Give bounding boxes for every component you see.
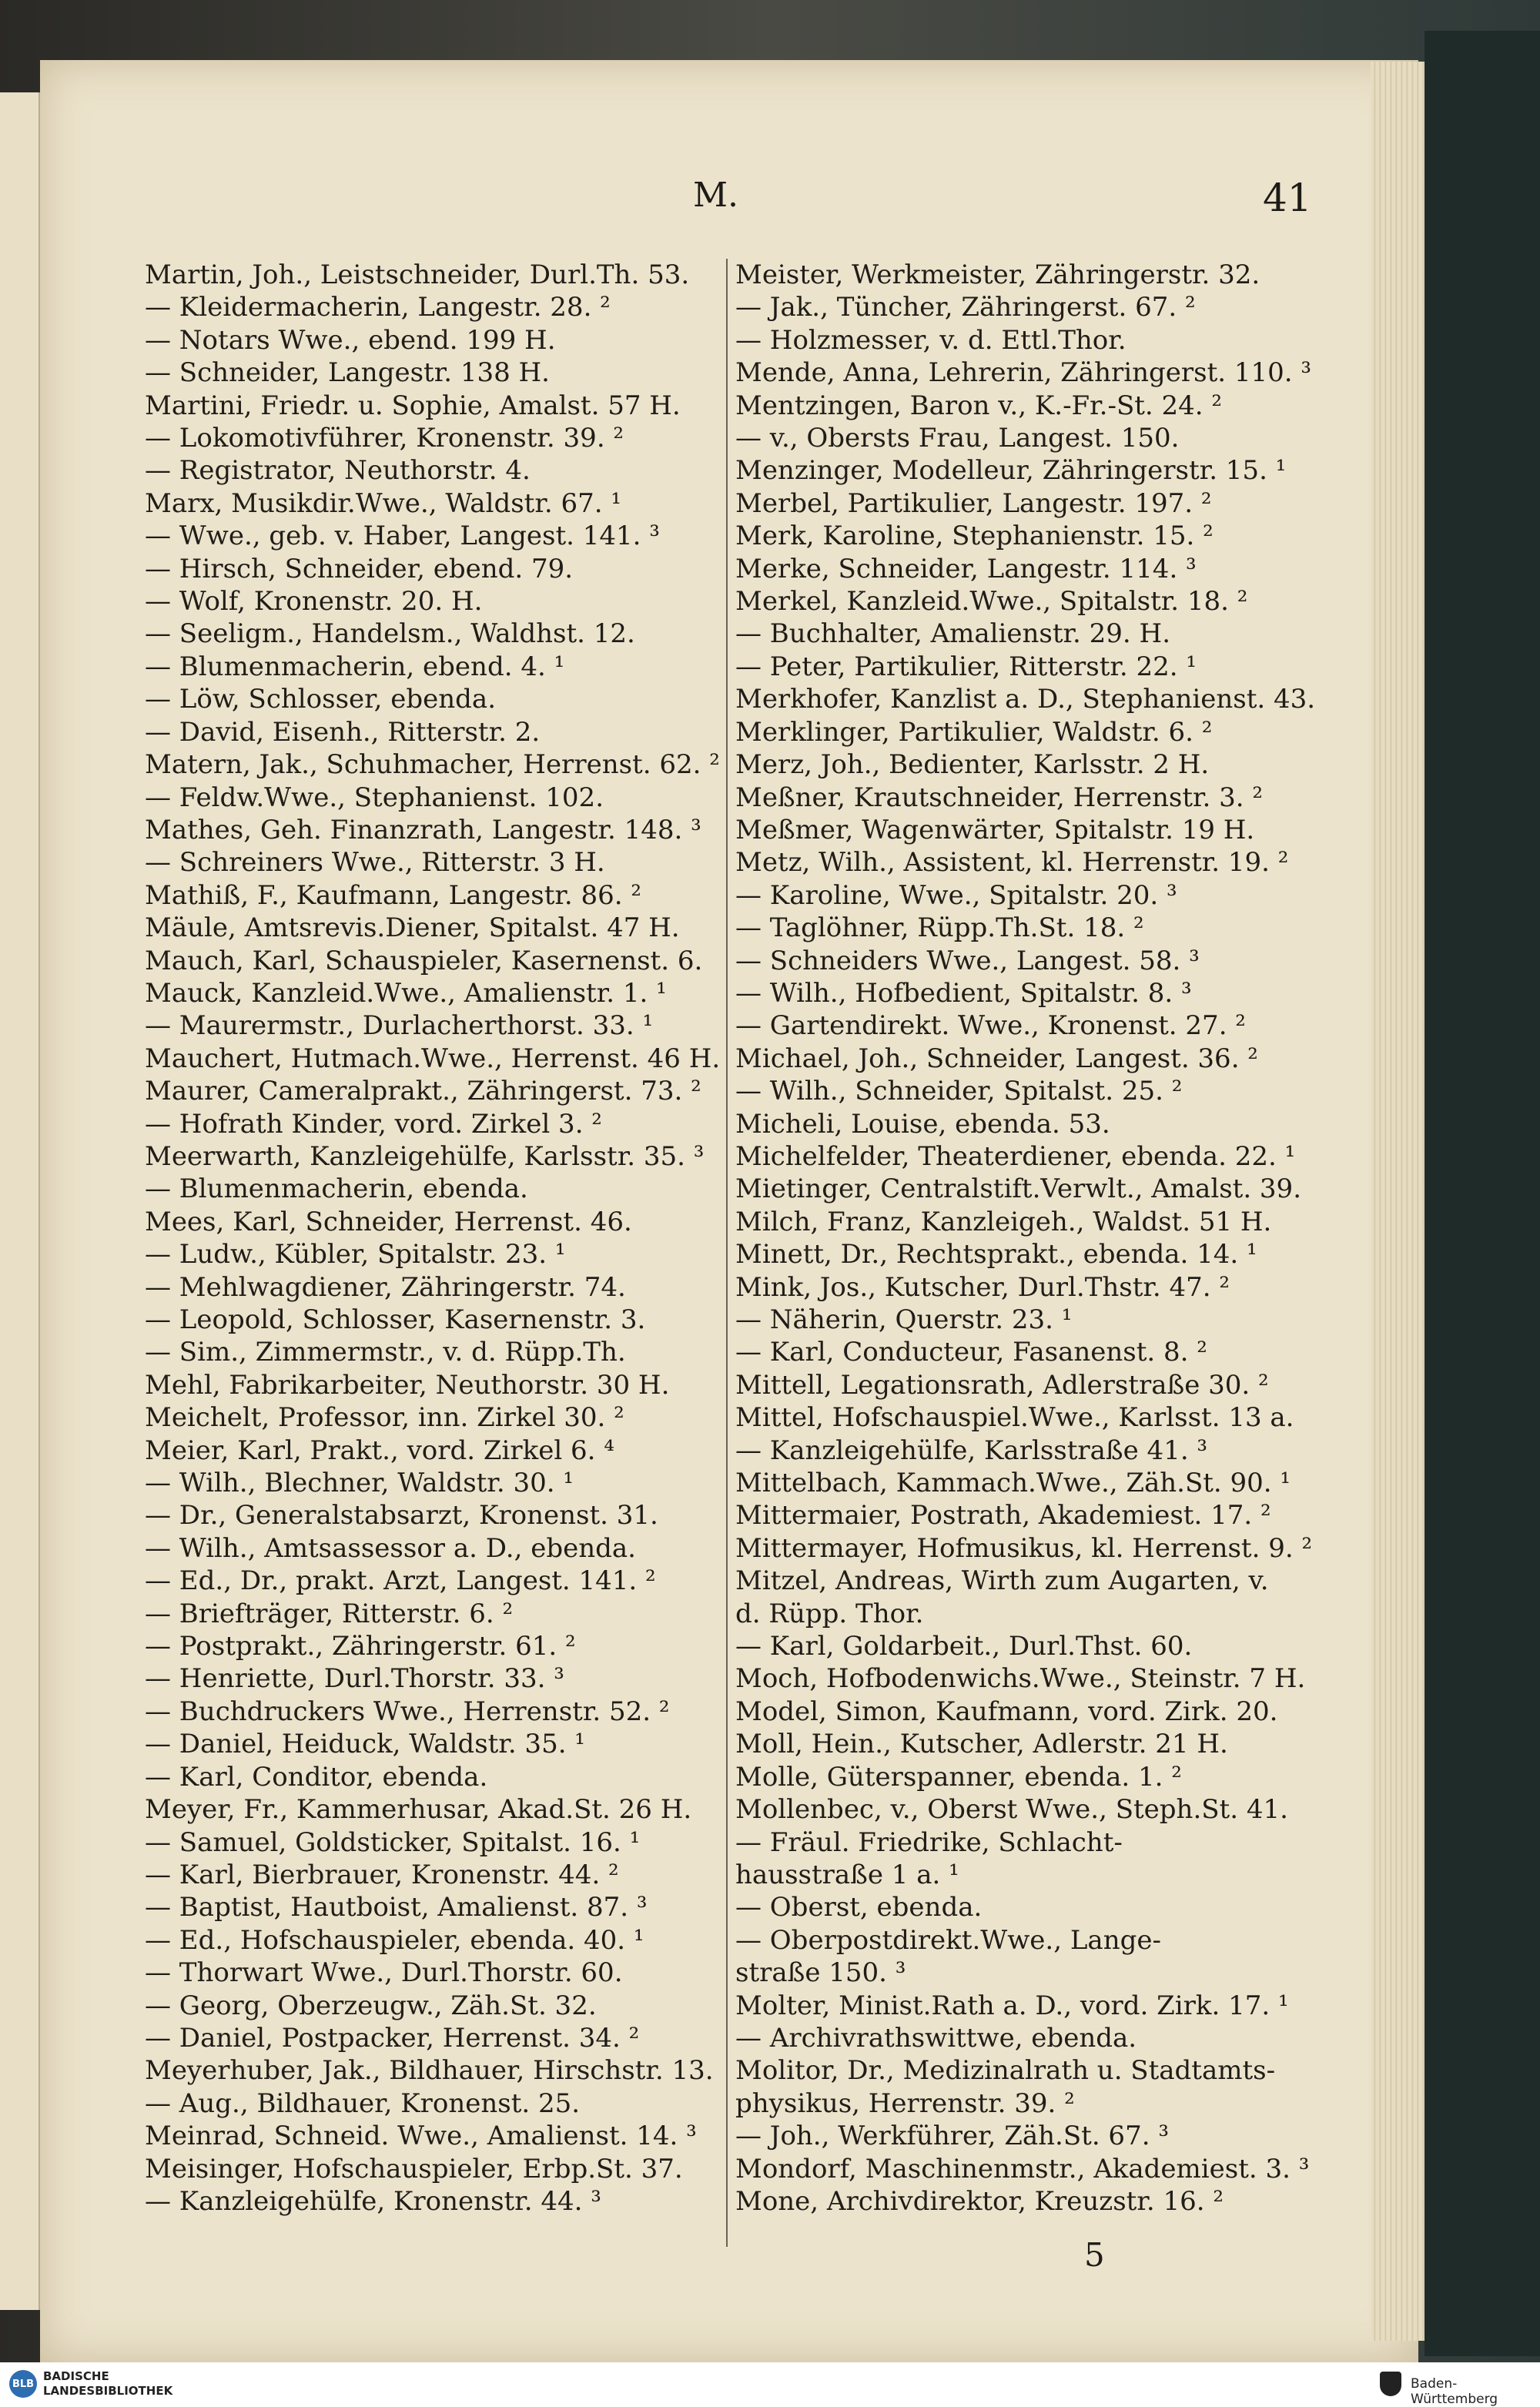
- directory-entry: Matern, Jak., Schuhmacher, Herrenst. 62. ²: [145, 749, 720, 781]
- directory-entry: — Wolf, Kronenstr. 20. H.: [145, 586, 483, 618]
- directory-entry: — Karl, Bierbrauer, Kronenstr. 44. ²: [145, 1859, 619, 1890]
- right-column-entries: [735, 259, 1321, 2218]
- running-header-letter: M.: [693, 176, 739, 215]
- page-stack-edge: [1371, 62, 1424, 2341]
- directory-entry: Meßner, Krautschneider, Herrenstr. 3. ²: [735, 782, 1263, 813]
- directory-entry: — Briefträger, Ritterstr. 6. ²: [145, 1598, 514, 1629]
- directory-entry: Menzinger, Modelleur, Zähringerstr. 15. ¹: [735, 455, 1287, 487]
- directory-entry: Mäule, Amtsrevis.Diener, Spitalst. 47 H.: [145, 912, 680, 944]
- directory-entry: — Archivrathswittwe, ebenda.: [735, 2022, 1137, 2054]
- book-cover-cloth: [1424, 31, 1540, 2356]
- directory-entry: — Wilh., Amtsassessor a. D., ebenda.: [145, 1532, 636, 1564]
- directory-entry: Mondorf, Maschinenmstr., Akademiest. 3. ³: [735, 2153, 1310, 2184]
- directory-entry: Michelfelder, Theaterdiener, ebenda. 22. ¹: [735, 1140, 1296, 1172]
- directory-entry: Maurer, Cameralprakt., Zähringerst. 73. ²: [145, 1076, 701, 1107]
- directory-entry: — Thorwart Wwe., Durl.Thorstr. 60.: [145, 1957, 623, 1989]
- directory-entry: — Wilh., Schneider, Spitalst. 25. ²: [735, 1076, 1183, 1107]
- directory-entry: — Buchhalter, Amalienstr. 29. H.: [735, 618, 1171, 650]
- directory-entry: Mehl, Fabrikarbeiter, Neuthorstr. 30 H.: [145, 1369, 670, 1401]
- directory-entry: — Peter, Partikulier, Ritterstr. 22. ¹: [735, 651, 1197, 682]
- directory-entry: Mauck, Kanzleid.Wwe., Amalienstr. 1. ¹: [145, 977, 667, 1009]
- directory-entry: — Fräul. Friedrike, Schlacht-: [735, 1826, 1123, 1858]
- directory-entry: Meinrad, Schneid. Wwe., Amalienst. 14. ³: [145, 2121, 697, 2152]
- directory-entry: Merkel, Kanzleid.Wwe., Spitalstr. 18. ²: [735, 586, 1248, 618]
- directory-entry: Merklinger, Partikulier, Waldstr. 6. ²: [735, 716, 1213, 748]
- library-name: [43, 2369, 172, 2399]
- directory-entry: — Hirsch, Schneider, ebend. 79.: [145, 553, 574, 584]
- directory-entry: Merbel, Partikulier, Langestr. 197. ²: [735, 487, 1212, 519]
- library-name-line2: LANDESBIBLIOTHEK: [43, 2384, 173, 2398]
- directory-entry: Mees, Karl, Schneider, Herrenst. 46.: [145, 1206, 632, 1237]
- directory-entry: — Taglöhner, Rüpp.Th.St. 18. ²: [735, 912, 1144, 944]
- directory-entry: Meier, Karl, Prakt., vord. Zirkel 6. ⁴: [145, 1434, 614, 1466]
- directory-entry: Molter, Minist.Rath a. D., vord. Zirk. 17. ¹: [735, 1990, 1289, 2021]
- directory-entry: — David, Eisenh., Ritterstr. 2.: [145, 716, 541, 748]
- directory-entry: — Löw, Schlosser, ebenda.: [145, 684, 497, 715]
- directory-entry: — Henriette, Durl.Thorstr. 33. ³: [145, 1663, 564, 1695]
- directory-entry: — Kleidermacherin, Langestr. 28. ²: [145, 292, 611, 323]
- state-name: Baden-Württemberg: [1411, 2376, 1498, 2407]
- blb-logo-icon: BLB: [9, 2370, 37, 2398]
- directory-entry: Mathes, Geh. Finanzrath, Langestr. 148. ³: [145, 814, 701, 845]
- directory-entry: Moch, Hofbodenwichs.Wwe., Steinstr. 7 H.: [735, 1663, 1306, 1695]
- directory-entry: — Oberst, ebenda.: [735, 1892, 983, 1923]
- directory-entry: — Kanzleigehülfe, Kronenstr. 44. ³: [145, 2185, 601, 2217]
- directory-entry: — Buchdruckers Wwe., Herrenstr. 52. ²: [145, 1696, 670, 1727]
- directory-entry: Mietinger, Centralstift.Verwlt., Amalst. 39.: [735, 1173, 1302, 1205]
- directory-entry: — Blumenmacherin, ebenda.: [145, 1173, 528, 1205]
- directory-entry: Martin, Joh., Leistschneider, Durl.Th. 53.: [145, 259, 690, 290]
- signature-mark: 5: [1084, 2236, 1105, 2274]
- directory-entry: Mende, Anna, Lehrerin, Zähringerst. 110. ³: [735, 357, 1311, 389]
- directory-entry: — Daniel, Heiduck, Waldstr. 35. ¹: [145, 1729, 585, 1760]
- directory-entry: Meichelt, Professor, inn. Zirkel 30. ²: [145, 1402, 624, 1434]
- directory-entry: — Baptist, Hautboist, Amalienst. 87. ³: [145, 1892, 648, 1923]
- directory-entry: — Daniel, Postpacker, Herrenst. 34. ²: [145, 2022, 640, 2054]
- footer-bar: [0, 2362, 1540, 2407]
- directory-entry: Mitzel, Andreas, Wirth zum Augarten, v.: [735, 1565, 1269, 1597]
- directory-entry: Merkhofer, Kanzlist a. D., Stephanienst. 43.: [735, 684, 1316, 715]
- directory-entry: — Ed., Dr., prakt. Arzt, Langest. 141. ²: [145, 1565, 656, 1597]
- directory-entry: Meyerhuber, Jak., Bildhauer, Hirschstr. 13.: [145, 2055, 714, 2087]
- directory-entry: — Schneiders Wwe., Langest. 58. ³: [735, 945, 1200, 976]
- directory-entry: — Dr., Generalstabsarzt, Kronenst. 31.: [145, 1500, 658, 1532]
- directory-entry: — Karl, Conditor, ebenda.: [145, 1761, 488, 1793]
- directory-entry: Mathiß, F., Kaufmann, Langestr. 86. ²: [145, 879, 642, 911]
- directory-entry: — Hofrath Kinder, vord. Zirkel 3. ²: [145, 1108, 602, 1140]
- directory-entry: Mone, Archivdirektor, Kreuzstr. 16. ²: [735, 2185, 1224, 2217]
- directory-entry: Merke, Schneider, Langestr. 114. ³: [735, 553, 1197, 584]
- directory-entry: Michael, Joh., Schneider, Langest. 36. ²: [735, 1043, 1258, 1074]
- directory-entry: Moll, Hein., Kutscher, Adlerstr. 21 H.: [735, 1729, 1228, 1760]
- directory-entry: Meßmer, Wagenwärter, Spitalstr. 19 H.: [735, 814, 1255, 845]
- directory-entry: Mauchert, Hutmach.Wwe., Herrenst. 46 H.: [145, 1043, 721, 1074]
- directory-entry: hausstraße 1 a. ¹: [735, 1859, 959, 1890]
- directory-entry: — Georg, Oberzeugw., Zäh.St. 32.: [145, 1990, 597, 2021]
- directory-entry: — Joh., Werkführer, Zäh.St. 67. ³: [735, 2121, 1169, 2152]
- directory-entry: — Kanzleigehülfe, Karlsstraße 41. ³: [735, 1434, 1208, 1466]
- directory-entry: — Postprakt., Zähringerstr. 61. ²: [145, 1631, 576, 1662]
- directory-entry: — Schneider, Langestr. 138 H.: [145, 357, 550, 389]
- directory-entry: — Notars Wwe., ebend. 199 H.: [145, 324, 556, 356]
- directory-entry: Minett, Dr., Rechtsprakt., ebenda. 14. ¹: [735, 1239, 1257, 1270]
- directory-entry: straße 150. ³: [735, 1957, 906, 1989]
- directory-entry: Marx, Musikdir.Wwe., Waldstr. 67. ¹: [145, 487, 621, 519]
- facing-page-edge: [0, 92, 41, 2310]
- directory-entry: Molitor, Dr., Medizinalrath u. Stadtamts-: [735, 2055, 1276, 2087]
- directory-entry: — Karl, Conducteur, Fasanenst. 8. ²: [735, 1337, 1207, 1368]
- directory-entry: — Schreiners Wwe., Ritterstr. 3 H.: [145, 847, 605, 879]
- directory-entry: — Holzmesser, v. d. Ettl.Thor.: [735, 324, 1127, 356]
- directory-entry: — Wilh., Blechner, Waldstr. 30. ¹: [145, 1468, 574, 1499]
- directory-entry: d. Rüpp. Thor.: [735, 1598, 924, 1629]
- left-column-entries: [145, 259, 730, 2218]
- directory-entry: — Leopold, Schlosser, Kasernenstr. 3.: [145, 1304, 646, 1335]
- directory-entry: — Näherin, Querstr. 23. ¹: [735, 1304, 1073, 1335]
- directory-entry: Merz, Joh., Bedienter, Karlsstr. 2 H.: [735, 749, 1210, 781]
- directory-entry: Merk, Karoline, Stephanienstr. 15. ²: [735, 521, 1214, 552]
- directory-entry: — Jak., Tüncher, Zähringerst. 67. ²: [735, 292, 1196, 323]
- directory-entry: Mittelbach, Kammach.Wwe., Zäh.St. 90. ¹: [735, 1468, 1291, 1499]
- directory-entry: Metz, Wilh., Assistent, kl. Herrenstr. 19. ²: [735, 847, 1289, 879]
- directory-entry: Meister, Werkmeister, Zähringerstr. 32.: [735, 259, 1260, 290]
- column-divider: [726, 259, 728, 2247]
- directory-entry: — Samuel, Goldsticker, Spitalst. 16. ¹: [145, 1826, 641, 1858]
- directory-entry: Molle, Güterspanner, ebenda. 1. ²: [735, 1761, 1182, 1793]
- page-number: 41: [1263, 176, 1312, 220]
- directory-entry: — Sim., Zimmermstr., v. d. Rüpp.Th.: [145, 1337, 626, 1368]
- directory-entry: Mollenbec, v., Oberst Wwe., Steph.St. 41.: [735, 1794, 1288, 1826]
- directory-entry: Meisinger, Hofschauspieler, Erbp.St. 37.: [145, 2153, 683, 2184]
- library-name-line1: BADISCHE: [43, 2369, 109, 2383]
- directory-entry: Mink, Jos., Kutscher, Durl.Thstr. 47. ²: [735, 1271, 1230, 1303]
- directory-entry: physikus, Herrenstr. 39. ²: [735, 2087, 1075, 2119]
- directory-entry: — v., Obersts Frau, Langest. 150.: [735, 423, 1180, 454]
- directory-entry: Mittermayer, Hofmusikus, kl. Herrenst. 9. ²: [735, 1532, 1313, 1564]
- directory-entry: Meyer, Fr., Kammerhusar, Akad.St. 26 H.: [145, 1794, 692, 1826]
- directory-entry: — Lokomotivführer, Kronenstr. 39. ²: [145, 423, 624, 454]
- directory-entry: Mittell, Legationsrath, Adlerstraße 30. ²: [735, 1369, 1269, 1401]
- directory-entry: — Wilh., Hofbedient, Spitalstr. 8. ³: [735, 977, 1192, 1009]
- directory-entry: — Feldw.Wwe., Stephanienst. 102.: [145, 782, 604, 813]
- directory-entry: — Aug., Bildhauer, Kronenst. 25.: [145, 2087, 581, 2119]
- directory-entry: Model, Simon, Kaufmann, vord. Zirk. 20.: [735, 1696, 1278, 1727]
- directory-entry: Mentzingen, Baron v., K.-Fr.-St. 24. ²: [735, 390, 1223, 421]
- directory-entry: Micheli, Louise, ebenda. 53.: [735, 1108, 1110, 1140]
- directory-entry: — Gartendirekt. Wwe., Kronenst. 27. ²: [735, 1010, 1246, 1042]
- directory-entry: — Ed., Hofschauspieler, ebenda. 40. ¹: [145, 1924, 644, 1956]
- directory-entry: — Karoline, Wwe., Spitalstr. 20. ³: [735, 879, 1177, 911]
- directory-entry: Mittermaier, Postrath, Akademiest. 17. ²: [735, 1500, 1271, 1532]
- directory-entry: Mauch, Karl, Schauspieler, Kasernenst. 6.: [145, 945, 703, 976]
- directory-entry: — Oberpostdirekt.Wwe., Lange-: [735, 1924, 1161, 1956]
- directory-entry: — Mehlwagdiener, Zähringerstr. 74.: [145, 1271, 626, 1303]
- directory-entry: — Maurermstr., Durlacherthorst. 33. ¹: [145, 1010, 654, 1042]
- directory-entry: — Blumenmacherin, ebend. 4. ¹: [145, 651, 565, 682]
- directory-entry: Mittel, Hofschauspiel.Wwe., Karlsst. 13 a.: [735, 1402, 1294, 1434]
- directory-entry: — Seeligm., Handelsm., Waldhst. 12.: [145, 618, 635, 650]
- bw-coat-of-arms-icon: [1380, 2372, 1401, 2396]
- directory-entry: — Registrator, Neuthorstr. 4.: [145, 455, 531, 487]
- directory-entry: Milch, Franz, Kanzleigeh., Waldst. 51 H.: [735, 1206, 1272, 1237]
- directory-entry: — Ludw., Kübler, Spitalstr. 23. ¹: [145, 1239, 566, 1270]
- directory-entry: Martini, Friedr. u. Sophie, Amalst. 57 H.: [145, 390, 681, 421]
- directory-entry: — Wwe., geb. v. Haber, Langest. 141. ³: [145, 521, 660, 552]
- directory-entry: Meerwarth, Kanzleigehülfe, Karlsstr. 35. ³: [145, 1140, 705, 1172]
- directory-entry: — Karl, Goldarbeit., Durl.Thst. 60.: [735, 1631, 1193, 1662]
